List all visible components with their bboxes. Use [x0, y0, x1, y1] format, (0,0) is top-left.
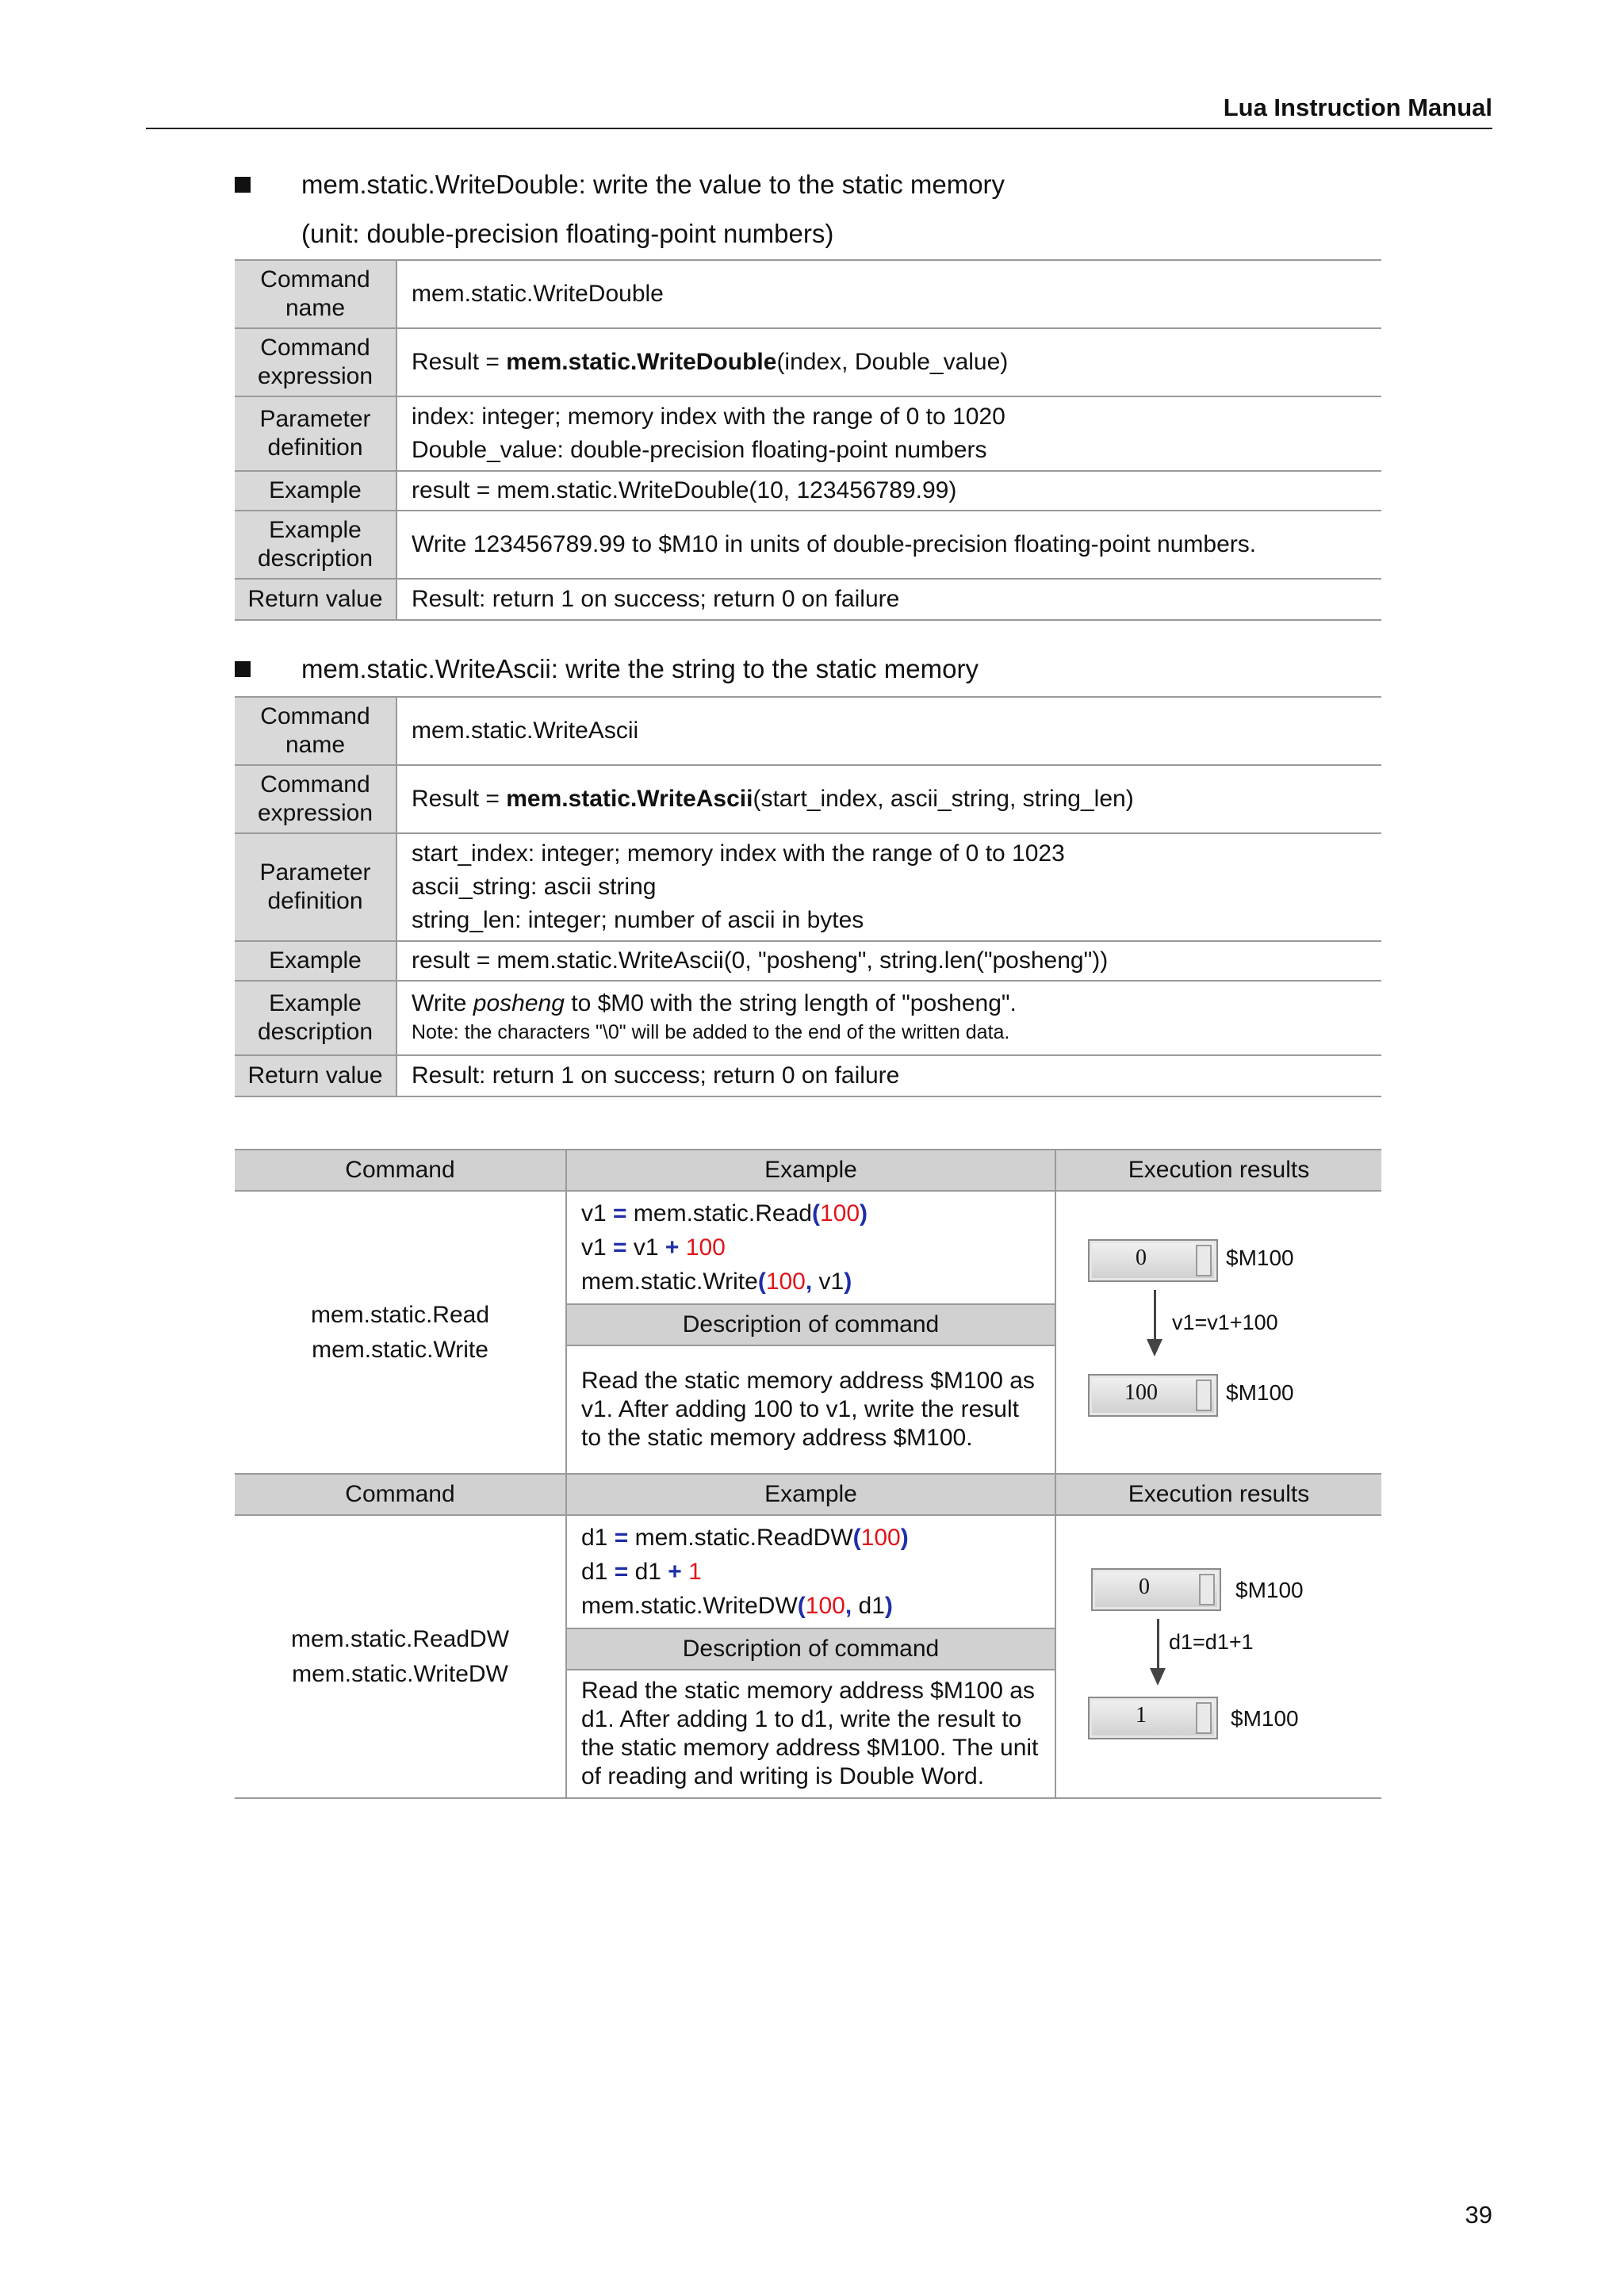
command-name: mem.static.WriteDouble	[396, 260, 1381, 328]
label-command-name: Command name	[235, 697, 396, 765]
label-example: Example	[235, 471, 396, 511]
field-knob-icon	[1196, 1380, 1212, 1411]
manual-title: Lua Instruction Manual	[1223, 94, 1492, 121]
parameter-definition: start_index: integer; memory index with the range of 0 to 1023 ascii_string: ascii string string_len: integer; number of ascii in bytes	[396, 833, 1381, 941]
execution-results-cell	[1055, 1191, 1381, 1474]
example-note: Note: the characters "\0" will be added to the end of the written data.	[412, 1021, 1010, 1043]
arrow-down-icon	[1154, 1290, 1156, 1342]
command-name: mem.static.WriteAscii	[396, 697, 1381, 765]
section-heading: mem.static.WriteAscii: write the string to the static memory	[301, 654, 979, 683]
label-command-expression: Command expression	[235, 328, 396, 396]
label-command-expression: Command expression	[235, 765, 396, 833]
command-cell: mem.static.Read mem.static.Write	[235, 1191, 566, 1474]
col-header-example: Example	[566, 1150, 1055, 1191]
label-parameter-definition: Parameter definition	[235, 396, 396, 471]
memory-address-label: $M100	[1231, 1706, 1299, 1731]
arrow-down-icon	[1157, 1619, 1159, 1671]
description-header: Description of command	[566, 1628, 1055, 1670]
section-heading: mem.static.WriteDouble: write the value to the static memory	[301, 170, 1005, 199]
spec-table-writedouble	[235, 259, 1381, 621]
formula-label: d1=d1+1	[1169, 1630, 1254, 1654]
command-expression: Result = mem.static.WriteAscii(start_index, ascii_string, string_len)	[396, 765, 1381, 833]
parameter-definition: index: integer; memory index with the range of 0 to 1020 Double_value: double-precision floating-point numbers	[396, 396, 1381, 471]
return-value: Result: return 1 on success; return 0 on failure	[396, 1055, 1381, 1096]
field-knob-icon	[1196, 1702, 1212, 1734]
example-code-block: d1 = mem.static.ReadDW(100) d1 = d1 + 1 mem.static.WriteDW(100, d1)	[566, 1515, 1055, 1628]
memory-address-label: $M100	[1226, 1246, 1294, 1270]
field-knob-icon	[1199, 1574, 1215, 1605]
bullet-square-icon	[235, 661, 251, 677]
memory-field-before: 0	[1088, 1239, 1218, 1282]
label-example-description: Example description	[235, 981, 396, 1055]
memory-address-label: $M100	[1235, 1578, 1304, 1602]
arrow-head-icon	[1150, 1668, 1166, 1686]
memory-field-before: 0	[1091, 1568, 1221, 1611]
label-command-name: Command name	[235, 260, 396, 328]
formula-label: v1=v1+100	[1172, 1311, 1278, 1334]
memory-field-after: 100	[1088, 1374, 1218, 1417]
label-parameter-definition: Parameter definition	[235, 833, 396, 941]
label-return-value: Return value	[235, 1055, 396, 1096]
memory-address-label: $M100	[1226, 1380, 1294, 1405]
example-description: Write 123456789.99 to $M10 in units of double-precision floating-point numbers.	[396, 511, 1381, 579]
field-knob-icon	[1196, 1245, 1212, 1276]
label-return-value: Return value	[235, 579, 396, 620]
description-text: Read the static memory address $M100 as v1. After adding 100 to v1, write the result to the static memory address $M100.	[566, 1345, 1055, 1474]
examples-table	[235, 1149, 1381, 1799]
execution-results-cell	[1055, 1515, 1381, 1798]
col-header-results: Execution results	[1055, 1474, 1381, 1515]
col-header-command: Command	[235, 1474, 566, 1515]
example-code: result = mem.static.WriteDouble(10, 123456789.99)	[396, 471, 1381, 511]
section-subheading: (unit: double-precision floating-point numbers)	[301, 219, 834, 248]
example-code: result = mem.static.WriteAscii(0, "posheng", string.len("posheng"))	[396, 941, 1381, 981]
label-example-description: Example description	[235, 511, 396, 579]
memory-field-after: 1	[1088, 1697, 1218, 1739]
label-example: Example	[235, 941, 396, 981]
example-code-block: v1 = mem.static.Read(100) v1 = v1 + 100 mem.static.Write(100, v1)	[566, 1191, 1055, 1304]
example-description: Write posheng to $M0 with the string length of "posheng". Note: the characters "\0" will be added to the end of the written data.	[396, 981, 1381, 1055]
command-expression: Result = mem.static.WriteDouble(index, Double_value)	[396, 328, 1381, 396]
arrow-head-icon	[1147, 1339, 1162, 1357]
return-value: Result: return 1 on success; return 0 on failure	[396, 579, 1381, 620]
col-header-results: Execution results	[1055, 1150, 1381, 1191]
description-header: Description of command	[566, 1304, 1055, 1345]
col-header-example: Example	[566, 1474, 1055, 1515]
bullet-square-icon	[235, 177, 251, 193]
col-header-command: Command	[235, 1150, 566, 1191]
page-number: 39	[1465, 2201, 1492, 2229]
spec-table-writeascii	[235, 696, 1381, 1097]
header-rule	[146, 128, 1492, 129]
command-cell: mem.static.ReadDW mem.static.WriteDW	[235, 1515, 566, 1798]
description-text: Read the static memory address $M100 as d1. After adding 1 to d1, write the result to the static memory address $M100. The unit of reading and writing is Double Word.	[566, 1670, 1055, 1798]
